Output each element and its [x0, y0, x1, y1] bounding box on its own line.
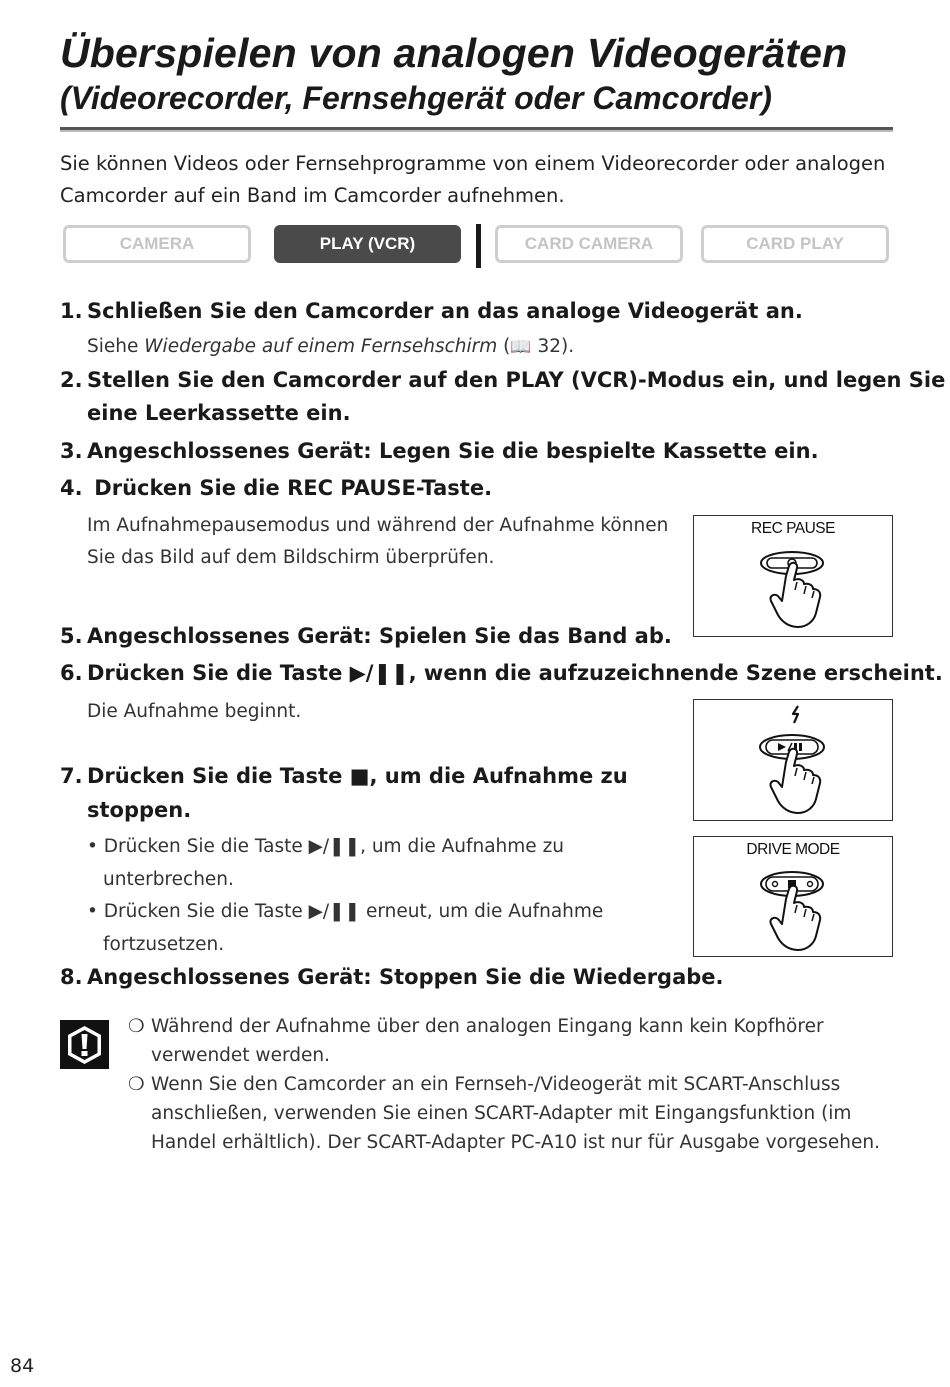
step-7-cont: stoppen. [87, 798, 192, 822]
page-title: Überspielen von analogen Videogeräten [60, 30, 848, 76]
book-icon: 📖 [510, 337, 532, 357]
step-6: 6. Drücken Sie die Taste ▶/❚❚, wenn die aufzuzeichnende Szene erscheint. [60, 661, 943, 685]
page-subtitle: (Videorecorder, Fernsehgerät oder Camcorder) [60, 80, 772, 116]
step-7-bullet-1-cont: unterbrechen. [103, 869, 234, 890]
reference-link: Wiedergabe auf einem Fernsehschirm [144, 336, 498, 357]
note-1: ❍ Während der Aufnahme über den analogen Eingang kann kein Kopfhörer verwendet werden. [128, 1012, 908, 1070]
title-rule [60, 127, 893, 132]
step-7-bullet-1: • Drücken Sie die Taste ▶/❚❚, um die Aufnahme zu [87, 836, 564, 857]
note-bullet-icon: ❍ [128, 1016, 145, 1037]
drive-mode-label: DRIVE MODE [746, 841, 840, 858]
step-2: 2. Stellen Sie den Camcorder auf den PLAY (VCR)-Modus ein, und legen Sie [60, 368, 946, 392]
drive-mode-figure [693, 836, 893, 957]
caution-icon [60, 1020, 109, 1069]
note-bullet-icon: ❍ [128, 1074, 145, 1095]
note-2: ❍ Wenn Sie den Camcorder an ein Fernseh-/Videogerät mit SCART-Anschluss anschließen, verwenden Sie einen SCART-Adapter mit Eingangsfunktion (im Handel erhältlich). Der SCART-Adapter PC-A10 ist nur für Ausgabe vorgesehen. [128, 1070, 908, 1157]
step-1-note: Siehe Wiedergabe auf einem Fernsehschirm (📖 32). [87, 331, 574, 363]
play-pause-figure [693, 699, 893, 821]
step-7-bullet-2-cont: fortzusetzen. [103, 934, 225, 955]
play-pause-button-icon [694, 700, 891, 819]
rec-pause-figure [693, 515, 893, 637]
step-2-cont: eine Leerkassette ein. [87, 401, 351, 425]
rec-pause-button-icon [694, 516, 891, 635]
step-4: 4. Drücken Sie die REC PAUSE-Taste. [60, 476, 493, 500]
step-7-bullet-2: • Drücken Sie die Taste ▶/❚❚ erneut, um die Aufnahme [87, 901, 604, 922]
step-7: 7. Drücken Sie die Taste ■, um die Aufnahme zu [60, 764, 628, 788]
step-1: 1. Schließen Sie den Camcorder an das analoge Videogerät an. [60, 299, 803, 323]
intro-text: Sie können Videos oder Fernsehprogramme von einem Videorecorder oder analogen Camcorder auf ein Band im Camcorder aufnehmen. [60, 152, 886, 207]
step-6-note: Die Aufnahme beginnt. [87, 701, 302, 722]
step-5: 5. Angeschlossenes Gerät: Spielen Sie das Band ab. [60, 624, 672, 648]
mode-camera: CAMERA [63, 225, 251, 263]
step-3: 3. Angeschlossenes Gerät: Legen Sie die bespielte Kassette ein. [60, 439, 819, 463]
step-1-text: Schließen Sie den Camcorder an das analoge Videogerät an. [87, 299, 803, 323]
stop-button-icon [694, 837, 891, 955]
mode-separator [476, 224, 481, 268]
mode-play-vcr: PLAY (VCR) [274, 225, 461, 263]
step-8: 8. Angeschlossenes Gerät: Stoppen Sie die Wiedergabe. [60, 965, 724, 989]
step-4-note-1: Im Aufnahmepausemodus und während der Aufnahme können [87, 515, 669, 536]
page-number: 84 [10, 1355, 35, 1377]
rec-pause-label: REC PAUSE [751, 520, 835, 537]
mode-card-play: CARD PLAY [701, 225, 889, 263]
step-4-note-2: Sie das Bild auf dem Bildschirm überprüfen. [87, 547, 495, 568]
mode-card-camera: CARD CAMERA [495, 225, 683, 263]
